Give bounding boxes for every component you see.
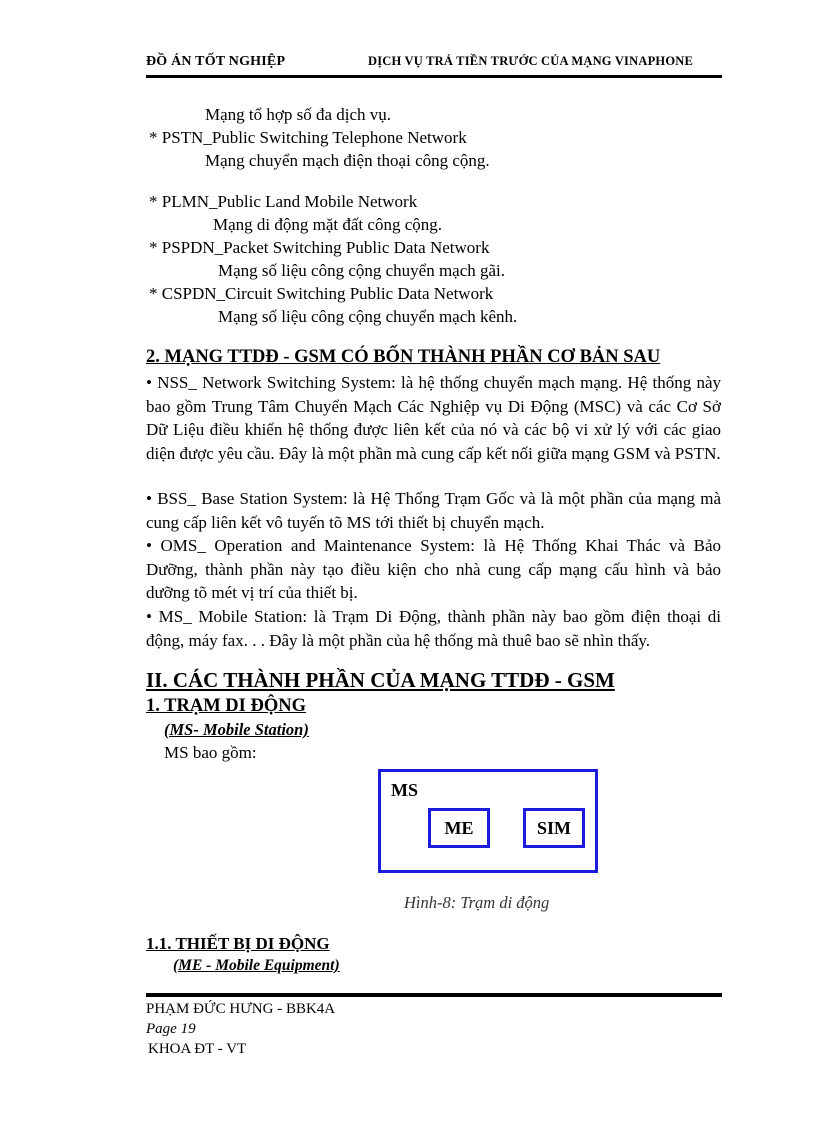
abbr-line-3: Mạng chuyển mạch điện thoại công cộng. <box>205 151 490 170</box>
paragraph-ms: • MS_ Mobile Station: là Trạm Di Động, thành phần này bao gồm điện thoại di động, máy fax. . . Đây là một phần của hệ thống mà thuê bao sẽ nhìn thấy. <box>146 607 721 650</box>
section-2-heading: 2. MẠNG TTDĐ - GSM CÓ BỐN THÀNH PHẦN CƠ BẢN SAU <box>146 347 661 367</box>
footer-author: PHẠM ĐỨC HƯNG - BBK4A <box>146 1001 336 1017</box>
subsection-1-1-subtitle: (ME - Mobile Equipment) <box>173 957 340 974</box>
header-divider <box>146 75 722 78</box>
footer-department: KHOA ĐT - VT <box>148 1041 247 1057</box>
abbr-line-6: * PSPDN_Packet Switching Public Data Network <box>149 238 490 257</box>
abbr-line-7: Mạng số liệu công cộng chuyển mạch gãi. <box>218 261 506 280</box>
paragraph-bss: • BSS_ Base Station System: là Hệ Thống Trạm Gốc và là một phần của mạng mà cung cấp liên kết vô tuyến tõ MS tới thiết bị chuyển mạch. <box>146 489 721 532</box>
me-box: ME <box>428 808 490 848</box>
subsection-1-subtitle: (MS- Mobile Station) <box>164 720 309 739</box>
abbr-line-4: * PLMN_Public Land Mobile Network <box>149 192 418 211</box>
figure-caption: Hình-8: Trạm di động <box>404 893 550 912</box>
ms-label: MS <box>391 780 418 800</box>
ms-diagram <box>378 769 598 873</box>
part-2-heading: II. CÁC THÀNH PHẦN CỦA MẠNG TTDĐ - GSM <box>146 668 615 692</box>
header-left-title: ĐỒ ÁN TỐT NGHIỆP <box>146 54 286 69</box>
abbr-line-8: * CSPDN_Circuit Switching Public Data Network <box>149 284 494 303</box>
abbr-line-9: Mạng số liệu công cộng chuyển mạch kênh. <box>218 307 518 326</box>
paragraph-oms: • OMS_ Operation and Maintenance System: là Hệ Thống Khai Thác và Bảo Dưỡng, thành phần này tạo điều kiện cho nhà cung cấp mạng cấu hình và bảo dưỡng tõ mét vị trí của thiết bị. <box>146 536 721 603</box>
footer-divider <box>146 993 722 997</box>
abbr-line-1: Mạng tổ hợp số đa dịch vụ. <box>205 105 392 124</box>
abbr-line-5: Mạng di động mặt đất công cộng. <box>213 215 442 234</box>
header-right-title: DỊCH VỤ TRẢ TIỀN TRƯỚC CỦA MẠNG VINAPHONE <box>368 54 694 68</box>
subsection-1-1-heading: 1.1. THIẾT BỊ DI ĐỘNG <box>146 934 330 953</box>
sim-box: SIM <box>523 808 585 848</box>
subsection-1-intro: MS bao gồm: <box>164 743 257 762</box>
paragraph-nss: • NSS_ Network Switching System: là hệ thống chuyển mạch mạng. Hệ thống này bao gồm Trung Tâm Chuyển Mạch Các Nghiệp vụ Di Động (MSC) và các Cơ Sở Dữ Liệu điều khiển hệ thống được liên kết của nó và các bộ vi xử lý với các giao diện được yêu cầu. Đây là một phần mà cung cấp kết nối giữa mạng GSM và PSTN. <box>146 373 721 463</box>
abbr-line-2: * PSTN_Public Switching Telephone Network <box>149 128 467 147</box>
page-header <box>146 54 722 76</box>
footer-page-number: Page 19 <box>146 1021 196 1037</box>
subsection-1-heading: 1. TRẠM DI ĐỘNG <box>146 696 306 716</box>
